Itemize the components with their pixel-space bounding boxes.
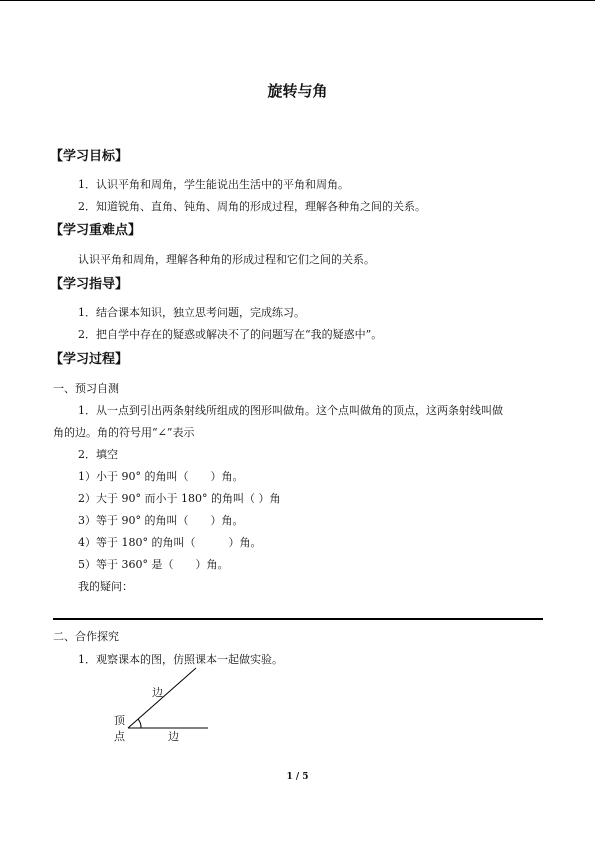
key-points-heading: 【学习重难点】 <box>50 223 142 238</box>
blank-item-5: 5）等于 360° 是（ ）角。 <box>78 558 229 571</box>
objective-item-2: 2．知道锐角、直角、钝角、周角的形成过程，理解各种角之间的关系。 <box>78 200 426 213</box>
q1-line-2: 角的边。角的符号用“∠”表示 <box>53 426 195 439</box>
blank-item-1: 1）小于 90° 的角叫（ ）角。 <box>78 470 244 483</box>
guidance-item-1: 1．结合课本知识，独立思考问题，完成练习。 <box>78 306 305 319</box>
page-title: 旋转与角 <box>267 82 328 100</box>
blank-item-2: 2）大于 90° 而小于 180° 的角叫（ ）角 <box>78 492 281 505</box>
guidance-item-2: 2．把自学中存在的疑惑或解决不了的问题写在“我的疑惑中”。 <box>78 328 383 341</box>
page-number: 1 / 5 <box>286 772 309 782</box>
observe-instruction: 1．观察课本的图，仿照课本一起做实验。 <box>78 653 283 666</box>
section2-title: 二、合作探究 <box>53 630 119 643</box>
vertex-label-1: 顶 <box>114 714 125 727</box>
side-label-lower: 边 <box>168 730 179 743</box>
process-heading: 【学习过程】 <box>50 352 129 367</box>
side-label-upper: 边 <box>152 686 163 699</box>
doubts-label: 我的疑问： <box>78 580 133 593</box>
key-points-text: 认识平角和周角，理解各种角的形成过程和它们之间的关系。 <box>78 253 375 266</box>
guidance-heading: 【学习指导】 <box>50 277 129 292</box>
blank-item-3: 3）等于 90° 的角叫（ ）角。 <box>78 514 244 527</box>
section1-title: 一、预习自测 <box>53 382 119 395</box>
q2-title: 2．填空 <box>78 448 118 461</box>
objectives-heading: 【学习目标】 <box>50 149 129 164</box>
angle-arc <box>138 719 141 728</box>
blank-item-4: 4）等于 180° 的角叫（ ）角。 <box>78 536 262 549</box>
q1-line-1: 1．从一点到引出两条射线所组成的图形叫做角。这个点叫做角的顶点，这两条射线叫做 <box>78 404 503 417</box>
vertex-label-2: 点 <box>114 730 125 743</box>
objective-item-1: 1．认识平角和周角，学生能说出生活中的平角和周角。 <box>78 178 349 191</box>
